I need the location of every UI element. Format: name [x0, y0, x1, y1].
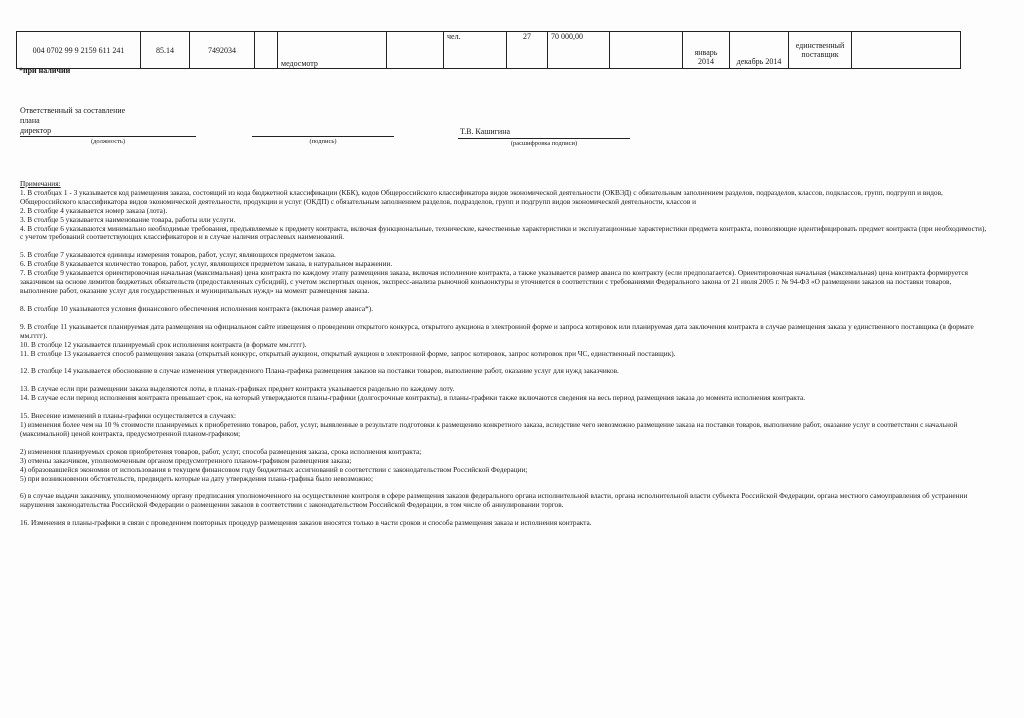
finance-cell: [610, 32, 683, 69]
table-row: [17, 32, 961, 69]
kbk-cell: 004 0702 99 9 2159 611 241: [17, 32, 141, 69]
unit-cell: чел.: [444, 32, 507, 69]
requirements-cell: [387, 32, 444, 69]
note-item: 4) образовавшейся экономии от использования в текущем финансовом году бюджетных ассигнований в соответствии с законодательством Российской Федерации;: [20, 464, 528, 474]
position-caption: (должность): [90, 138, 126, 145]
note-item: 14. В случае если период исполнения контракта превышает срок, на который утверждаются планы-графики (долгосрочные контракты), в планы-графики также включаются сведения на весь период размещения заказа до момента исполнения контракта.: [20, 393, 806, 403]
note-item: 10. В столбце 12 указывается планируемый срок исполнения контракта (в формате мм.гггг).: [20, 339, 307, 349]
notes-title: Примечания:: [20, 179, 61, 188]
responsible-position: директор: [20, 126, 52, 135]
quantity-cell: 27: [507, 32, 548, 69]
okdp-cell: 7492034: [190, 32, 255, 69]
responsible-block: [20, 106, 125, 136]
note-item: 3. В столбце 5 указывается наименование товара, работы или услуги.: [20, 214, 236, 224]
method-cell: единственный поставщик: [789, 32, 852, 69]
note-item: 6. В столбце 8 указывается количество товаров, работ, услуг, являющихся предметом заказа, в натуральном выражении.: [20, 259, 393, 269]
end-date-cell: декабрь 2014: [730, 32, 789, 69]
signature-caption: (подпись): [309, 138, 337, 145]
note-item: 6) в случае выдачи заказчику, уполномоченному органу предписания уполномоченного на осуществление контроля в сфере размещения заказов федерального органа исполнительной власти, органа исполнительной власти субъекта Российской Федерации, органа местного самоуправления об устранении нарушения законодательства Российской Федерации о размещении заказов в соответствии с законодательством Российской Федерации, в том числе об аннулировании торгов.: [20, 491, 968, 510]
name-caption: (расшифровка подписи): [510, 140, 578, 147]
note-item: 9. В столбце 11 указывается планируемая дата размещения на официальном сайте извещения о проведении открытого конкурса, открытого аукциона в электронной форме и запроса котировок или планируемая дата заключения контракта в случае размещения заказа у единственного поставщика (в формате мм.гггг).: [20, 321, 974, 340]
note-item: 4. В столбце 6 указываются минимально необходимые требования, предъявляемые к предмету контракта, включая функциональные, технические, качественные характеристики и эксплуатационные характеристики предмета контракта, позволяющие идентифицировать предмет контракта (при необходимости), с учетом требований соответствующих классификаторов и в случае наличия отраслевых наименований.: [20, 223, 987, 242]
note-item: 13. В случае если при размещении заказа выделяются лоты, в планах-графиках предмет контракта указывается раздельно по каждому лоту.: [20, 384, 455, 394]
position-line: [20, 136, 196, 137]
note-item: 3) отмены заказчиком, уполномоченным органом предусмотренного планом-графиком размещения заказа;: [20, 455, 352, 465]
justification-cell: [852, 32, 961, 69]
responsible-label-line1: Ответственный за составление: [20, 106, 126, 115]
note-item: 2) изменения планируемых сроков приобретения товаров, работ, услуг, способа размещения заказа, срока исполнения контракта;: [20, 446, 422, 456]
price-cell: 70 000,00: [548, 32, 610, 69]
responsible-label-line2: плана: [20, 116, 40, 125]
note-item: 2. В столбце 4 указывается номер заказа (лота).: [20, 205, 168, 215]
note-item: 8. В столбце 10 указываются условия финансового обеспечения исполнения контракта (включая размер аванса*).: [20, 303, 374, 313]
signature-line: [252, 136, 394, 137]
note-item: 1. В столбцах 1 - 3 указывается код размещения заказа, состоящий из кода бюджетной классификации (КБК), кодов Общероссийского классификатора видов экономической деятельности (ОКВЭД) с обязательным заполнением разделов, подразделов, классов, подклассов, групп, подгрупп и видов, Общероссийского классификатора видов экономической деятельности, продукции и услуг (ОКДП) с обязательным заполнением разделов, подразделов, групп и подгрупп видов экономической деятельности, классов и: [20, 187, 943, 206]
note-item: 5. В столбце 7 указываются единицы измерения товаров, работ, услуг, являющихся предметом заказа.: [20, 250, 336, 260]
lot-number-cell: [255, 32, 278, 69]
okved-cell: 85.14: [141, 32, 190, 69]
note-item: 11. В столбце 13 указывается способ размещения заказа (открытый конкурс, открытый аукцион, открытый аукцион в электронной форме, запрос котировок, запрос котировок при ЧС, единственный поставщик).: [20, 348, 676, 358]
plan-table: [16, 31, 961, 69]
item-name-cell: медосмотр: [278, 32, 387, 69]
notes-section: [20, 180, 990, 528]
note-item: 16. Изменения в планы-графики в связи с проведением повторных процедур размещения заказов вносятся только в части сроков и способа размещения заказа и исполнения контракта.: [20, 518, 592, 528]
name-line: [458, 138, 630, 139]
start-date-cell: январь 2014: [683, 32, 730, 69]
responsible-name: Т.В. Кашигина: [460, 127, 511, 136]
note-item: 15. Внесение изменений в планы-графики осуществляется в случаях:: [20, 411, 236, 421]
note-item: 7. В столбце 9 указывается ориентировочная начальная (максимальная) цена контракта по каждому этапу размещения заказа, включая исполнение контракта, а также указывается размер аванса по контракту (если предполагается). Ориентировочная начальная (максимальная) цена контракта формируется заказчиком на основе лимитов бюджетных обязательств (предоставленных субсидий), с учетом экспертных оценок, экспресс-анализа рыночной конъюнктуры и уточняется в соответствии с требованиями Федерального закона от 21 июля 2005 г. № 94-ФЗ «О размещении заказов на поставки товаров, выполнение работ, оказание услуг для государственных и муниципальных нужд» на момент размещения заказа.: [20, 268, 968, 295]
footnote: *при наличии: [19, 66, 71, 75]
note-item: 12. В столбце 14 указывается обоснование в случае изменения утвержденного Плана-графика размещения заказов на поставки товаров, выполнение работ, оказание услуг для нужд заказчиков.: [20, 366, 619, 376]
note-item: 5) при возникновении обстоятельств, предвидеть которые на дату утверждения плана-графика было невозможно;: [20, 473, 373, 483]
note-item: 1) изменения более чем на 10 % стоимости планируемых к приобретению товаров, работ, услуг, выявленные в результате подготовки к размещению конкретного заказа, вследствие чего невозможно размещение заказа на поставки товаров, выполнение работ, оказание услуг в соответствии с начальной (максимальной) ценой контракта, предусмотренной планом-графиком;: [20, 420, 958, 438]
